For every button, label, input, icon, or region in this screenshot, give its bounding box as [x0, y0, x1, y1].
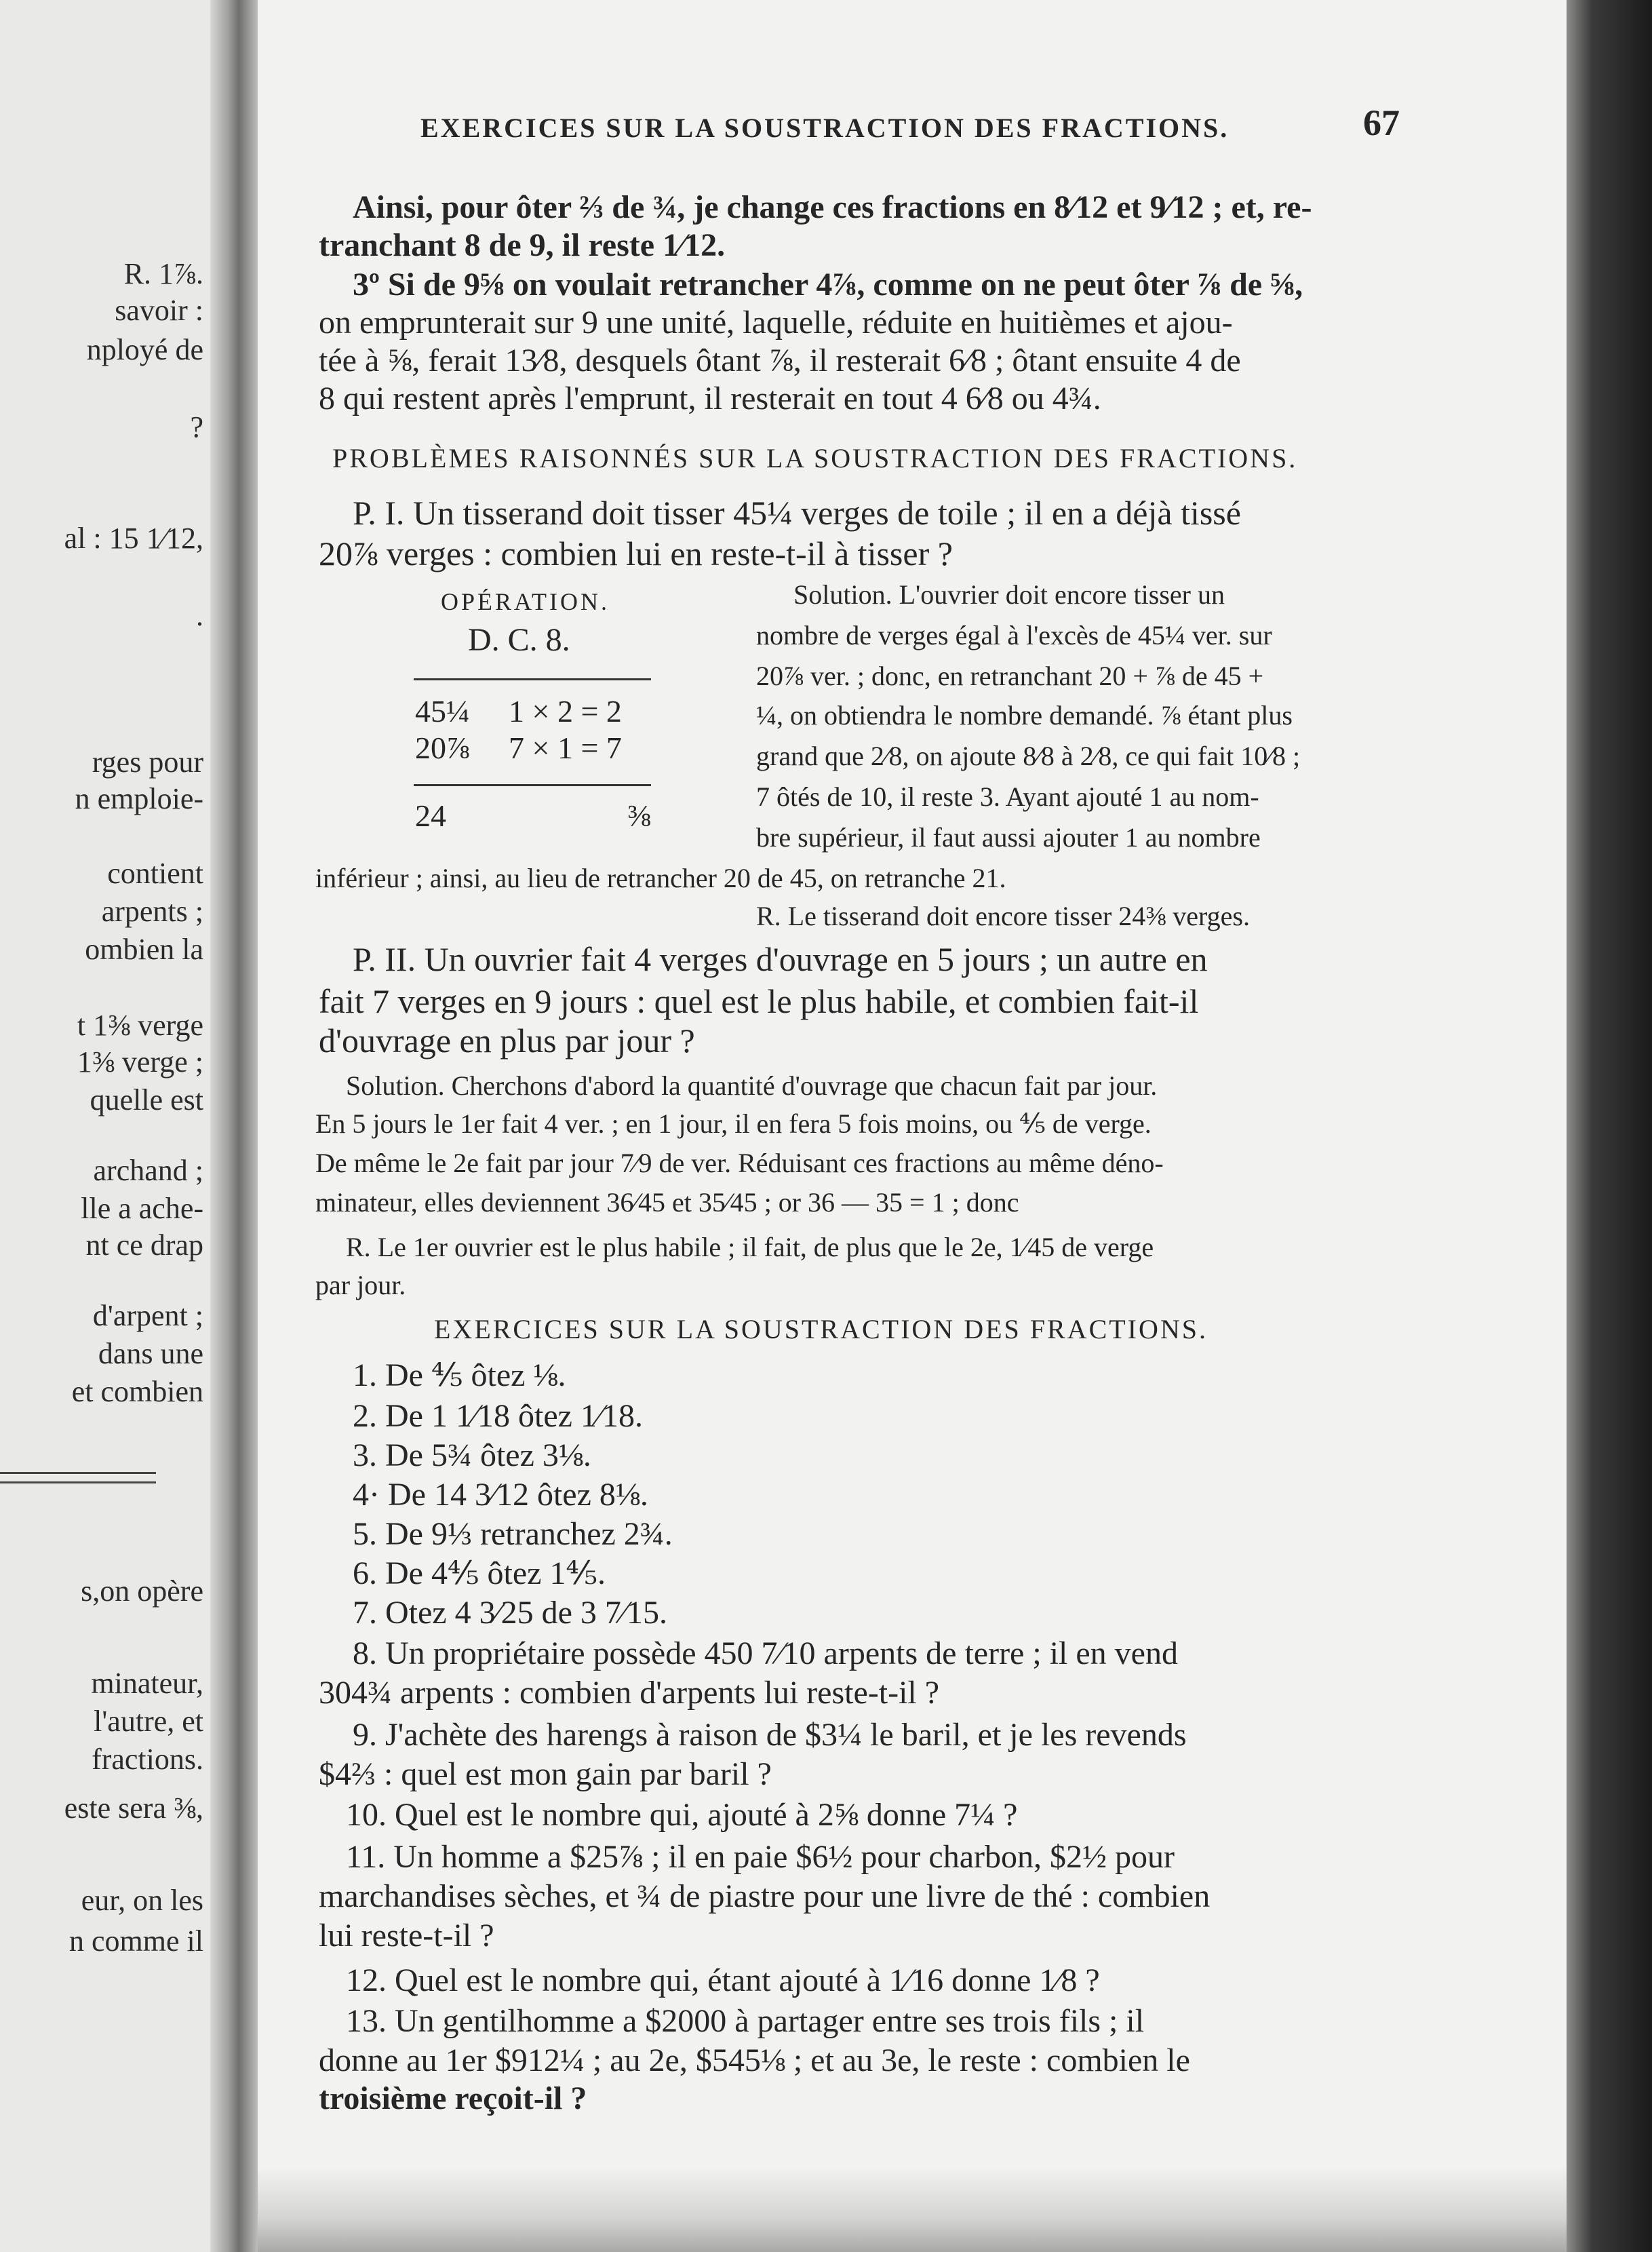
left-page-fragment: n comme il — [69, 1924, 203, 1958]
left-page-fragment: ? — [190, 410, 203, 444]
operation-row-calc: 1 × 2 = 2 — [509, 694, 622, 729]
left-page-fragment: arpents ; — [101, 895, 203, 928]
operation-rule-bottom — [414, 784, 651, 786]
left-page-rule — [0, 1481, 156, 1483]
exercise-item: 11. Un homme a $25⅞ ; il en paie $6½ pour charbon, $2½ pour — [346, 1839, 1175, 1875]
problem-1-line: P. I. Un tisserand doit tisser 45¼ verges de toile ; il en a déjà tissé — [353, 494, 1241, 532]
left-page-fragment: t 1⅜ verge — [77, 1009, 203, 1042]
operation-rule-top — [414, 678, 651, 680]
problem-2-line: d'ouvrage en plus par jour ? — [319, 1022, 695, 1060]
exercise-item: 10. Quel est le nombre qui, ajouté à 2⅝ donne 7¼ ? — [346, 1797, 1018, 1833]
problem-2-line: fait 7 verges en 9 jours : quel est le plus habile, et combien fait-il — [319, 982, 1199, 1020]
problem-1-solution-line: Solution. L'ouvrier doit encore tisser un — [793, 579, 1225, 610]
left-page-fragment: et combien — [71, 1375, 203, 1408]
left-page-rule — [0, 1472, 156, 1474]
left-page-fragment: al : 15 1⁄12, — [64, 522, 203, 555]
book-gutter — [210, 0, 258, 2252]
left-page-fragment: minateur, — [91, 1667, 203, 1700]
exercise-item: lui reste-t-il ? — [319, 1918, 494, 1954]
page-bottom-shadow — [258, 2167, 1567, 2252]
left-page-fragment: savoir : — [115, 294, 203, 327]
exercises-heading: EXERCICES SUR LA SOUSTRACTION DES FRACTIONS. — [434, 1314, 1208, 1344]
problem-2-answer-line: par jour. — [315, 1270, 406, 1300]
intro-line: tée à ⅝, ferait 13⁄8, desquels ôtant ⅞, il resterait 6⁄8 ; ôtant ensuite 4 de — [319, 343, 1241, 378]
left-page-fragment: fractions. — [92, 1743, 203, 1776]
problems-heading: PROBLÈMES RAISONNÉS SUR LA SOUSTRACTION DES FRACTIONS. — [332, 443, 1298, 473]
operation-row-value: 45¼ — [415, 694, 470, 729]
problem-2-solution-line: Solution. Cherchons d'abord la quantité d'ouvrage que chacun fait par jour. — [346, 1070, 1158, 1101]
operation-title: OPÉRATION. — [441, 588, 610, 615]
problem-1-solution-line: 20⅞ ver. ; donc, en retranchant 20 + ⅞ de 45 + — [756, 661, 1264, 691]
intro-line: tranchant 8 de 9, il reste 1⁄12. — [319, 227, 726, 263]
left-page-fragment: eur, on les — [81, 1884, 203, 1917]
problem-1-solution-line: nombre de verges égal à l'excès de 45¼ ver. sur — [756, 620, 1272, 651]
exercise-item: donne au 1er $912¼ ; au 2e, $545⅛ ; et au 3e, le reste : combien le — [319, 2042, 1190, 2078]
problem-1-solution-line: ¼, on obtiendra le nombre demandé. ⅞ étant plus — [756, 700, 1293, 731]
left-page-fragment: n emploie- — [75, 782, 203, 815]
exercise-item: 6. De 4⅘ ôtez 1⅘. — [353, 1555, 606, 1591]
operation-row-calc: 7 × 1 = 7 — [509, 731, 622, 765]
exercise-item: 12. Quel est le nombre qui, étant ajouté à 1⁄16 donne 1⁄8 ? — [346, 1962, 1100, 1998]
exercise-item: 5. De 9⅓ retranchez 2¾. — [353, 1516, 673, 1552]
problem-1-answer: R. Le tisserand doit encore tisser 24⅜ verges. — [756, 901, 1250, 931]
problem-1-line: 20⅞ verges : combien lui en reste-t-il à tisser ? — [319, 535, 953, 572]
exercise-item: 304¾ arpents : combien d'arpents lui reste-t-il ? — [319, 1675, 940, 1711]
problem-2-line: P. II. Un ouvrier fait 4 verges d'ouvrage en 5 jours ; un autre en — [353, 940, 1208, 978]
page-number: 67 — [1363, 102, 1400, 143]
left-page-fragment: nt ce drap — [85, 1228, 203, 1262]
exercise-item: 8. Un propriétaire possède 450 7⁄10 arpents de terre ; il en vend — [353, 1635, 1178, 1671]
left-page-fragment: R. 1⅞. — [123, 257, 203, 290]
exercise-item: 2. De 1 1⁄18 ôtez 1⁄18. — [353, 1398, 643, 1434]
intro-line: 8 qui restent après l'emprunt, il resterait en tout 4 6⁄8 ou 4¾. — [319, 381, 1101, 416]
exercise-item: marchandises sèches, et ¾ de piastre pour une livre de thé : combien — [319, 1878, 1211, 1914]
exercise-item: troisième reçoit-il ? — [319, 2080, 587, 2116]
intro-line: on emprunterait sur 9 une unité, laquelle, réduite en huitièmes et ajou- — [319, 305, 1233, 341]
problem-2-solution-line: De même le 2e fait par jour 7⁄9 de ver. Réduisant ces fractions au même déno- — [315, 1148, 1164, 1178]
exercise-item: 7. Otez 4 3⁄25 de 3 7⁄15. — [353, 1595, 667, 1631]
exercise-item: 9. J'achète des harengs à raison de $3¼ le baril, et je les revends — [353, 1717, 1187, 1753]
left-page-fragment: contient — [107, 857, 203, 890]
left-page-fragment: rges pour — [92, 745, 203, 779]
left-page-fragment: 1⅜ verge ; — [77, 1045, 203, 1079]
left-page-fragment: este sera ⅜, — [64, 1791, 203, 1825]
previous-page-strip — [0, 0, 210, 2252]
exercise-item: 1. De ⅘ ôtez ⅛. — [353, 1357, 566, 1393]
left-page-fragment: lle a ache- — [81, 1192, 203, 1225]
left-page-fragment: nployé de — [86, 333, 203, 366]
problem-1-solution-line: inférieur ; ainsi, au lieu de retrancher 20 de 45, on retranche 21. — [315, 863, 1006, 893]
left-page-fragment: archand ; — [93, 1154, 203, 1187]
operation-result-fraction: ⅜ — [627, 798, 651, 833]
problem-1-solution-line: bre supérieur, il faut aussi ajouter 1 au nombre — [756, 822, 1261, 853]
left-page-fragment: dans une — [98, 1337, 203, 1370]
left-page-fragment: quelle est — [90, 1083, 203, 1117]
left-page-fragment: d'arpent ; — [92, 1299, 203, 1332]
exercise-item: $4⅔ : quel est mon gain par baril ? — [319, 1756, 772, 1792]
problem-2-answer-line: R. Le 1er ouvrier est le plus habile ; il fait, de plus que le 2e, 1⁄45 de verge — [346, 1232, 1154, 1262]
intro-line: Ainsi, pour ôter ⅔ de ¾, je change ces fractions en 8⁄12 et 9⁄12 ; et, re- — [353, 189, 1312, 225]
operation-result: 24 — [415, 798, 446, 833]
left-page-fragment: l'autre, et — [94, 1705, 203, 1738]
operation-dc: D. C. 8. — [468, 622, 570, 658]
problem-2-solution-line: minateur, elles deviennent 36⁄45 et 35⁄45 ; or 36 — 35 = 1 ; donc — [315, 1187, 1019, 1218]
left-page-fragment: s,on opère — [81, 1574, 203, 1608]
exercise-item: 3. De 5¾ ôtez 3⅛. — [353, 1437, 591, 1473]
book-right-edge — [1567, 0, 1652, 2252]
intro-line: 3º Si de 9⅝ on voulait retrancher 4⅞, comme on ne peut ôter ⅞ de ⅝, — [353, 267, 1303, 303]
running-header: EXERCICES SUR LA SOUSTRACTION DES FRACTIONS. — [420, 113, 1230, 143]
exercise-item: 4· De 14 3⁄12 ôtez 8⅛. — [353, 1477, 648, 1513]
problem-1-solution-line: 7 ôtés de 10, il reste 3. Ayant ajouté 1 au nom- — [756, 781, 1259, 812]
problem-1-solution-line: grand que 2⁄8, on ajoute 8⁄8 à 2⁄8, ce qui fait 10⁄8 ; — [756, 741, 1301, 771]
operation-row-value: 20⅞ — [415, 731, 470, 765]
left-page-fragment: . — [196, 599, 203, 632]
problem-2-solution-line: En 5 jours le 1er fait 4 ver. ; en 1 jour, il en fera 5 fois moins, ou ⅘ de verge. — [315, 1108, 1152, 1139]
exercise-item: 13. Un gentilhomme a $2000 à partager entre ses trois fils ; il — [346, 2003, 1145, 2039]
left-page-fragment: ombien la — [85, 933, 203, 966]
